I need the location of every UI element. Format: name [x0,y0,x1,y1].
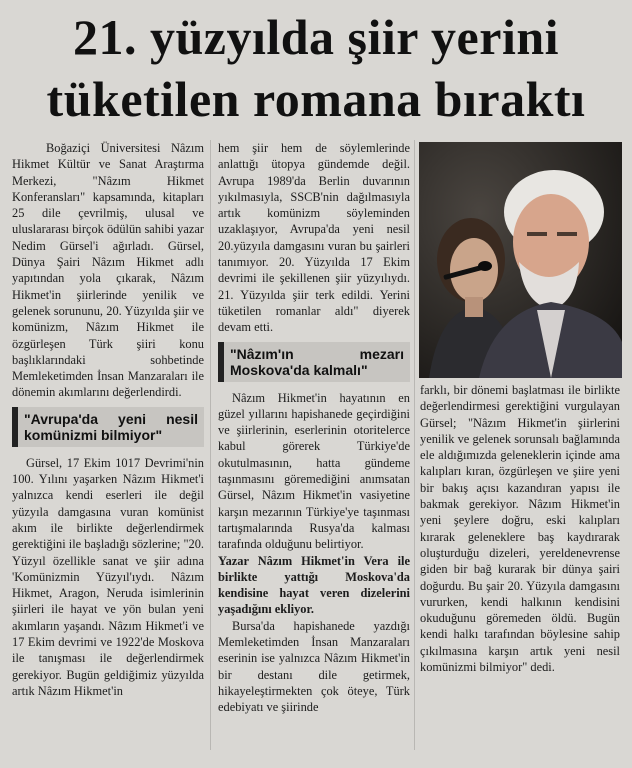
paragraph: Gürsel, 17 Ekim 1017 Devrimi'nin 100. Yılını yaşarken Nâzım Hikmet'i yalnızca kendi eserleri ile değil yüzyıla damgasına vuran komünist akım ile birlikte değerlendirmek gerektiğini ile başladığı sözlerine; "20. Yüzyıl özellikle sanat ve şiir adına 'Komünizmin Yüzyıl'ıydı. Nâzım Hikmet, Aragon, Neruda isimlerinin şiirleri ile hayat ve yön bulan yeni akımların yaşandı. Nâzım Hikmet'i ve 17 Ekim devrimi ve 1922'de Moskova ile tanışması ile değerlendirmek gerekiyor. Bugün geldiğimiz yüzyılda artık Nâzım Hikmet'in [12,455,204,698]
headline [0,6,632,130]
paragraph: Bursa'da hapishanede yazdığı Memleketimden İnsan Manzaraları eserinin ise yalnızca Nâzım Hikmet'in bir destanı dile getirmek, hikayeleştirmekten çok öteye, Türk edebiyatı ve şiirinde [218,618,410,715]
intro-paragraph: Boğaziçi Üniversitesi Nâzım Hikmet Kültür ve Sanat Araştırma Merkezi, "Nâzım Hikmet Konferansları" kapsamında, kitapları 25 dile çevrilmiş, ulusal ve uluslararası birçok ödülün sahibi yazar Nedim Gürsel'i ağırladı. Gürsel, Dünya Şairi Nâzım Hikmet adlı yapıtından yola çıkarak, Nâzım Hikmet'in şiirlerinde yenilik ve gelenek sorununu, 20. Yüzyılda şiir ve komünizm, Nâzım Hikmet ile özgürleşen Türk şiiri konu başlıklarındaki sohbetinde Memleketimden İnsan Manzaraları ile dönemin akımlarını değerlendirdi. [12,141,204,400]
paragraph-bold: Yazar Nâzım Hikmet'in Vera ile birlikte yattığı Moskova'da kendisine hayat veren dizelerini yaşadığını ekliyor. [218,553,410,617]
photo-icon [419,142,622,378]
headline-line-2: tüketilen romana bıraktı [46,71,586,127]
article-column-2 [218,140,410,716]
headline-line-1: 21. yüzyılda şiir yerini [72,9,560,65]
subheading-europe: "Avrupa'da yeni nesil komünizmi bilmiyor" [12,407,204,447]
article-column-3 [420,382,620,675]
column-rule [414,140,415,750]
paragraph: hem şiir hem de söylemlerinde anlattığı ütopya gündemde değil. Avrupa 1989'da Berlin duvarının yıkılmasıyla, SSCB'nin dağılmasıyla artık komünizm söyleminden uzaklaşıyor, Avrupa'da yeni nesil 20.yüzyıla damgasını vuran bu şairleri tanımıyor. 20. Yüzyılda 17 Ekim devrimi ile şekillenen şiir yüzyılıydı. 21. Yüzyılda şiir terk edildi. Yerini tüketilen romanlar aldı" diyerek devam etti. [218,141,410,335]
paragraph: Nâzım Hikmet'in hayatının en güzel yıllarını hapishanede geçirdiğini ve şiirlerinin, eserlerinin otoritelerce kabul görerek Türkiye'de okutulmasının, hatta gündeme taşınmasını göremediğini anımsatan Gürsel, Nâzım Hikmet'in vasiyetine karşın mezarının Türkiye'ye taşınması tartışmalarında Rusya'da kalması tarafında olduğunu belirtiyor. [218,390,410,552]
article-photo [419,142,622,378]
paragraph: farklı, bir dönemi başlatması ile birlikte değerlendirmesi gerektiğini vurgulayan Gürsel; "Nâzım Hikmet'in şiirlerini yenilik ve gelenek sorunsalı bağlamında ele aldığımızda geleneklerin içinde ama kalıpları kıran, özgürleşen ve şiire yeni bir bakış açısı kazandıran yapısı ile bakmak gerekiyor. Nâzım Hikmet'in yeni şeylere doğru, eski kalıpları kırarak geleneklere baş kaydırarak oluşturduğu dizeleri, yereldenevrense giden bir bağ kurarak bir dünya şairi doğurdu. Bu şair 20. Yüzyıla damgasını vururken, kendi halkının kendisini okuduğunu göremeden öldü. Bugün kendi halkı tarafından böylesine sahip çıkılmasına karşın artık yeni nesil komünizmi bilmiyor" dedi. [420,383,620,675]
column-rule [210,140,211,750]
subheading-grave: "Nâzım'ın mezarı Moskova'da kalmalı" [218,342,410,382]
article-column-1 [12,140,204,699]
